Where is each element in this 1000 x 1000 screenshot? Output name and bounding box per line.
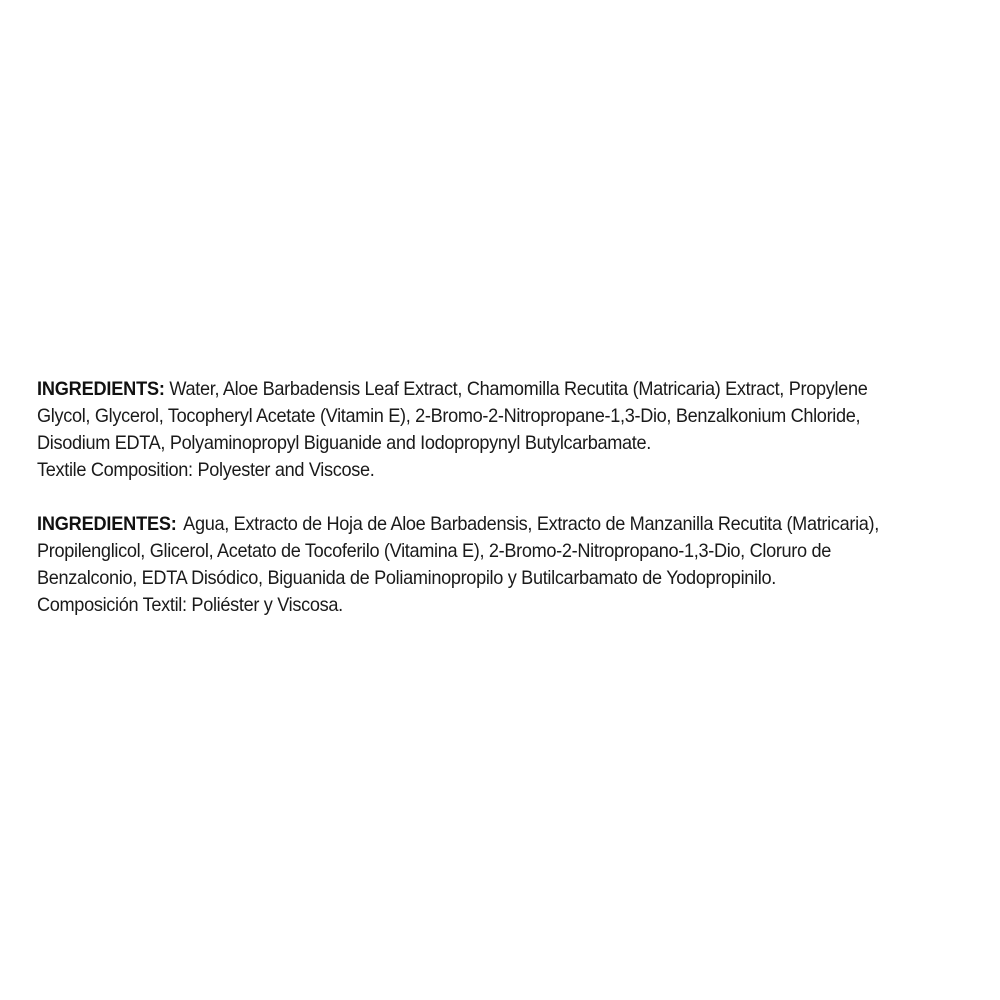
textile-composition-spanish: Composición Textil: Poliéster y Viscosa. — [37, 594, 343, 616]
ingredients-heading-english: INGREDIENTS: — [37, 378, 165, 400]
ingredients-paragraph-spanish — [37, 511, 921, 592]
ingredients-block-spanish — [37, 511, 921, 619]
ingredients-heading-spanish: INGREDIENTES: — [37, 513, 177, 535]
ingredients-paragraph-english — [37, 376, 921, 457]
ingredients-list-spanish: Agua, Extracto de Hoja de Aloe Barbadensis, Extracto de Manzanilla Recutita (Matricaria), Propilenglicol, Glicerol, Acetato de Tocoferilo (Vitamina E), 2-Bromo-2-Nitropropano-1,3-Dio, Cloruro de Benzalconio, EDTA Disódico, Biguanida de Poliaminopropilo y Butilcarbamato de Yodopropinilo. — [37, 513, 879, 589]
ingredients-block-english — [37, 376, 921, 484]
textile-composition-english: Textile Composition: Polyester and Viscose. — [37, 459, 375, 481]
ingredients-list-english: Water, Aloe Barbadensis Leaf Extract, Chamomilla Recutita (Matricaria) Extract, Propylene Glycol, Glycerol, Tocopheryl Acetate (Vitamin E), 2-Bromo-2-Nitropropane-1,3-Dio, Benzalkonium Chloride, Disodium EDTA, Polyaminopropyl Biguanide and Iodopropynyl Butylcarbamate. — [37, 378, 868, 454]
